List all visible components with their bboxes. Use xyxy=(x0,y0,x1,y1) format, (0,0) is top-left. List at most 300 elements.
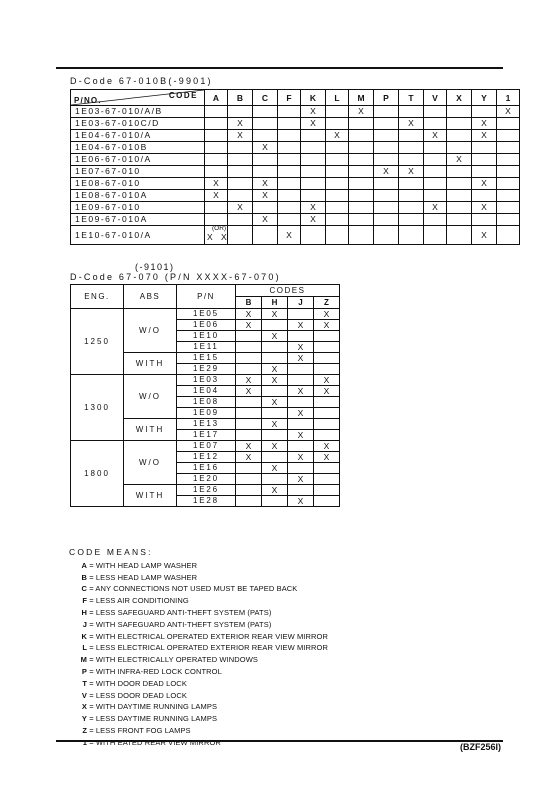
empty-cell xyxy=(278,106,301,118)
mark-cell: X xyxy=(399,166,424,178)
empty-cell xyxy=(278,118,301,130)
part-number: 1E16 xyxy=(177,463,236,474)
empty-cell xyxy=(424,166,447,178)
empty-cell xyxy=(288,419,314,430)
empty-cell xyxy=(205,166,228,178)
empty-cell xyxy=(205,142,228,154)
empty-cell xyxy=(301,154,326,166)
empty-cell xyxy=(472,106,497,118)
mark-cell: X xyxy=(228,130,253,142)
or-note: (OR) xyxy=(212,225,227,232)
mark-cell: X xyxy=(262,364,288,375)
empty-cell xyxy=(349,142,374,154)
mark-cell: X xyxy=(288,353,314,364)
mark-cell: X xyxy=(314,386,340,397)
empty-cell xyxy=(314,463,340,474)
empty-cell xyxy=(301,190,326,202)
empty-cell xyxy=(262,474,288,485)
empty-cell xyxy=(349,226,374,245)
table-row xyxy=(71,166,520,178)
mark-cell: X xyxy=(288,474,314,485)
part-number: 1E07 xyxy=(177,441,236,452)
empty-cell xyxy=(399,130,424,142)
empty-cell xyxy=(236,485,262,496)
empty-cell xyxy=(326,118,349,130)
mark-cell: X xyxy=(262,463,288,474)
part-number: 1E06-67-010/A xyxy=(71,154,205,166)
empty-cell xyxy=(447,130,472,142)
code-header-label: CODE xyxy=(168,91,198,100)
empty-cell xyxy=(497,154,520,166)
legend-title: CODE MEANS: xyxy=(69,547,153,557)
empty-cell xyxy=(326,106,349,118)
empty-cell xyxy=(424,154,447,166)
empty-cell xyxy=(424,106,447,118)
mark-cell: X xyxy=(472,226,497,245)
figure-reference: (BZF256I) xyxy=(459,742,501,752)
pn-header: P/N xyxy=(177,285,236,309)
empty-cell xyxy=(472,190,497,202)
mark-cell: X xyxy=(472,178,497,190)
abs-header: ABS xyxy=(124,285,177,309)
mark-cell: X xyxy=(236,320,262,331)
part-number: 1E10-67-010/A xyxy=(71,226,205,245)
empty-cell xyxy=(205,154,228,166)
part-number: 1E03-67-010C/D xyxy=(71,118,205,130)
part-number: 1E03-67-010/A/B xyxy=(71,106,205,118)
empty-cell xyxy=(278,154,301,166)
empty-cell xyxy=(399,202,424,214)
mark-cell: X xyxy=(301,214,326,226)
part-number: 1E11 xyxy=(177,342,236,353)
empty-cell xyxy=(326,214,349,226)
table2-title: D-Code 67-070 (P/N XXXX-67-070) xyxy=(70,272,281,282)
empty-cell xyxy=(253,202,278,214)
empty-cell xyxy=(447,118,472,130)
empty-cell xyxy=(314,430,340,441)
legend-item xyxy=(75,690,328,702)
legend-text: = WITH ELECTRICALLY OPERATED WINDOWS xyxy=(89,655,259,665)
legend-code: P xyxy=(81,666,87,676)
mark-cell: X xyxy=(301,202,326,214)
legend-item xyxy=(75,654,328,666)
mark-cell: X xyxy=(236,452,262,463)
empty-cell xyxy=(288,397,314,408)
empty-cell xyxy=(236,342,262,353)
part-number: 1E17 xyxy=(177,430,236,441)
code-column-header: J xyxy=(288,297,314,309)
abs-option: W/O xyxy=(124,309,177,353)
empty-cell xyxy=(278,142,301,154)
legend-code: H xyxy=(81,607,87,617)
empty-cell xyxy=(301,226,326,245)
mark-cell: X xyxy=(262,441,288,452)
table-row xyxy=(71,190,520,202)
empty-cell xyxy=(497,202,520,214)
mark-cell: X xyxy=(424,130,447,142)
mark-cell: X xyxy=(314,452,340,463)
empty-cell xyxy=(374,118,399,130)
mark-x: X xyxy=(221,232,227,242)
legend-item xyxy=(75,619,328,631)
empty-cell xyxy=(262,386,288,397)
legend-text: = WITH HEAD LAMP WASHER xyxy=(89,560,198,570)
engine-size: 1300 xyxy=(71,375,124,441)
empty-cell xyxy=(314,408,340,419)
legend-code: J xyxy=(82,619,87,629)
mark-cell: X xyxy=(278,226,301,245)
empty-cell xyxy=(205,130,228,142)
mark-cell: X xyxy=(253,214,278,226)
code-column-header: X xyxy=(447,90,472,106)
code-column-header: M xyxy=(349,90,374,106)
empty-cell xyxy=(472,142,497,154)
code-column-header: T xyxy=(399,90,424,106)
mark-cell: X xyxy=(262,485,288,496)
abs-option: W/O xyxy=(124,375,177,419)
empty-cell xyxy=(314,496,340,507)
mark-cell: X xyxy=(253,190,278,202)
table-row xyxy=(71,226,520,245)
empty-cell xyxy=(447,214,472,226)
empty-cell xyxy=(472,166,497,178)
empty-cell xyxy=(349,118,374,130)
mark-cell: X xyxy=(262,419,288,430)
mark-cell: X xyxy=(399,118,424,130)
or-note-cell xyxy=(205,226,228,245)
part-number: 1E05 xyxy=(177,309,236,320)
empty-cell xyxy=(497,118,520,130)
empty-cell xyxy=(228,166,253,178)
legend-item xyxy=(75,713,328,725)
legend-item xyxy=(75,583,328,595)
empty-cell xyxy=(253,106,278,118)
legend-code: Y xyxy=(81,714,87,724)
empty-cell xyxy=(424,226,447,245)
empty-cell xyxy=(374,202,399,214)
table1-code-matrix xyxy=(70,89,520,245)
part-number: 1E08-67-010A xyxy=(71,190,205,202)
empty-cell xyxy=(253,154,278,166)
empty-cell xyxy=(374,106,399,118)
mark-cell: X xyxy=(262,331,288,342)
empty-cell xyxy=(314,485,340,496)
empty-cell xyxy=(262,342,288,353)
mark-cell: X xyxy=(314,441,340,452)
mark-cell: X xyxy=(228,202,253,214)
legend-item xyxy=(75,595,328,607)
empty-cell xyxy=(253,130,278,142)
empty-cell xyxy=(314,419,340,430)
empty-cell xyxy=(288,364,314,375)
abs-option: WITH xyxy=(124,353,177,375)
mark-x: X xyxy=(207,232,213,242)
empty-cell xyxy=(314,364,340,375)
part-number: 1E04 xyxy=(177,386,236,397)
part-number: 1E09-67-010 xyxy=(71,202,205,214)
empty-cell xyxy=(288,441,314,452)
empty-cell xyxy=(447,190,472,202)
part-number: 1E09-67-010A xyxy=(71,214,205,226)
mark-cell: X xyxy=(236,441,262,452)
pn-header-label: P/NO. xyxy=(74,96,102,105)
empty-cell xyxy=(374,154,399,166)
part-number: 1E10 xyxy=(177,331,236,342)
empty-cell xyxy=(278,130,301,142)
code-column-header: V xyxy=(424,90,447,106)
mark-cell: X xyxy=(314,375,340,386)
codes-header: CODES xyxy=(236,285,340,297)
legend-code: X xyxy=(81,702,87,712)
legend-code: T xyxy=(82,678,87,688)
empty-cell xyxy=(399,226,424,245)
legend-code: L xyxy=(82,643,87,653)
code-column-header: B xyxy=(236,297,262,309)
mark-cell: X xyxy=(472,202,497,214)
empty-cell xyxy=(228,142,253,154)
part-number: 1E09 xyxy=(177,408,236,419)
legend-code: 1 xyxy=(82,737,87,747)
bottom-rule xyxy=(56,740,503,742)
mark-cell: X xyxy=(288,496,314,507)
part-number: 1E13 xyxy=(177,419,236,430)
empty-cell xyxy=(349,178,374,190)
empty-cell xyxy=(497,214,520,226)
eng-header: ENG. xyxy=(71,285,124,309)
empty-cell xyxy=(236,397,262,408)
empty-cell xyxy=(205,214,228,226)
empty-cell xyxy=(314,331,340,342)
legend-text: = LESS AIR CONDITIONING xyxy=(89,596,189,606)
part-number: 1E04-67-010B xyxy=(71,142,205,154)
empty-cell xyxy=(228,226,253,245)
empty-cell xyxy=(301,166,326,178)
code-column-header: Y xyxy=(472,90,497,106)
mark-cell: X xyxy=(288,452,314,463)
empty-cell xyxy=(424,190,447,202)
mark-cell: X xyxy=(301,106,326,118)
mark-cell: X xyxy=(253,178,278,190)
empty-cell xyxy=(349,190,374,202)
legend-text: = ANY CONNECTIONS NOT USED MUST BE TAPED BACK xyxy=(89,584,298,594)
part-number: 1E03 xyxy=(177,375,236,386)
mark-cell: X xyxy=(326,130,349,142)
empty-cell xyxy=(326,190,349,202)
mark-cell: X xyxy=(288,342,314,353)
empty-cell xyxy=(374,142,399,154)
empty-cell xyxy=(349,154,374,166)
empty-cell xyxy=(262,496,288,507)
mark-cell: X xyxy=(262,309,288,320)
empty-cell xyxy=(314,397,340,408)
empty-cell xyxy=(288,309,314,320)
legend-text: = WITH INFRA-RED LOCK CONTROL xyxy=(89,666,222,676)
empty-cell xyxy=(326,202,349,214)
empty-cell xyxy=(326,154,349,166)
mark-cell: X xyxy=(205,190,228,202)
empty-cell xyxy=(253,118,278,130)
empty-cell xyxy=(497,130,520,142)
empty-cell xyxy=(288,463,314,474)
empty-cell xyxy=(314,474,340,485)
mark-cell: X xyxy=(288,320,314,331)
empty-cell xyxy=(236,496,262,507)
legend-text: = WITH EATED REAR VIEW MIRROR xyxy=(89,737,221,747)
empty-cell xyxy=(447,166,472,178)
legend-text: = WITH DAYTIME RUNNING LAMPS xyxy=(89,702,218,712)
legend-code: F xyxy=(82,596,87,606)
legend-item xyxy=(75,725,328,737)
part-number: 1E06 xyxy=(177,320,236,331)
table2-title-above: (-9101) xyxy=(135,262,175,272)
engine-size: 1800 xyxy=(71,441,124,507)
empty-cell xyxy=(262,353,288,364)
legend-item xyxy=(75,631,328,643)
empty-cell xyxy=(278,166,301,178)
legend-text: = WITH ELECTRICAL OPERATED EXTERIOR REAR VIEW MIRROR xyxy=(89,631,328,641)
legend-code: B xyxy=(81,572,87,582)
empty-cell xyxy=(228,106,253,118)
mark-cell: X xyxy=(497,106,520,118)
empty-cell xyxy=(447,106,472,118)
code-column-header: B xyxy=(228,90,253,106)
empty-cell xyxy=(205,118,228,130)
mark-cell: X xyxy=(301,118,326,130)
table-row xyxy=(71,375,340,386)
empty-cell xyxy=(236,430,262,441)
empty-cell xyxy=(326,178,349,190)
part-number: 1E28 xyxy=(177,496,236,507)
empty-cell xyxy=(301,130,326,142)
empty-cell xyxy=(288,375,314,386)
empty-cell xyxy=(278,178,301,190)
legend-code: C xyxy=(81,584,87,594)
table-row xyxy=(71,309,340,320)
code-column-header: P xyxy=(374,90,399,106)
mark-cell: X xyxy=(228,118,253,130)
empty-cell xyxy=(399,190,424,202)
mark-cell: X xyxy=(472,118,497,130)
table-row xyxy=(71,214,520,226)
legend-text: = LESS ELECTRICAL OPERATED EXTERIOR REAR VIEW MIRROR xyxy=(89,643,328,653)
empty-cell xyxy=(424,118,447,130)
table-row xyxy=(71,178,520,190)
empty-cell xyxy=(374,130,399,142)
empty-cell xyxy=(262,408,288,419)
empty-cell xyxy=(472,154,497,166)
empty-cell xyxy=(326,166,349,178)
empty-cell xyxy=(253,226,278,245)
abs-option: W/O xyxy=(124,441,177,485)
part-number: 1E08 xyxy=(177,397,236,408)
empty-cell xyxy=(236,408,262,419)
mark-cell: X xyxy=(288,430,314,441)
legend-text: = WITH DOOR DEAD LOCK xyxy=(89,678,187,688)
empty-cell xyxy=(326,142,349,154)
table-row xyxy=(71,130,520,142)
legend-code: K xyxy=(81,631,87,641)
table2-code-matrix xyxy=(70,284,340,507)
mark-cell: X xyxy=(374,166,399,178)
legend-item xyxy=(75,701,328,713)
empty-cell xyxy=(288,485,314,496)
part-number: 1E26 xyxy=(177,485,236,496)
legend-text: = LESS FRONT FOG LAMPS xyxy=(89,725,191,735)
empty-cell xyxy=(236,353,262,364)
empty-cell xyxy=(399,142,424,154)
empty-cell xyxy=(424,142,447,154)
empty-cell xyxy=(374,214,399,226)
empty-cell xyxy=(497,178,520,190)
abs-option: WITH xyxy=(124,419,177,441)
empty-cell xyxy=(349,214,374,226)
mark-cell: X xyxy=(288,408,314,419)
empty-cell xyxy=(349,166,374,178)
empty-cell xyxy=(374,178,399,190)
mark-cell: X xyxy=(262,397,288,408)
empty-cell xyxy=(278,202,301,214)
abs-option: WITH xyxy=(124,485,177,507)
legend-text: = LESS HEAD LAMP WASHER xyxy=(89,572,198,582)
empty-cell xyxy=(399,106,424,118)
legend-code: M xyxy=(80,655,87,665)
empty-cell xyxy=(447,178,472,190)
legend-code: V xyxy=(81,690,87,700)
empty-cell xyxy=(228,178,253,190)
table-row xyxy=(71,106,520,118)
empty-cell xyxy=(497,142,520,154)
empty-cell xyxy=(228,190,253,202)
empty-cell xyxy=(399,178,424,190)
table1-title: D-Code 67-010B(-9901) xyxy=(70,76,213,86)
part-number: 1E08-67-010 xyxy=(71,178,205,190)
engine-size: 1250 xyxy=(71,309,124,375)
empty-cell xyxy=(288,331,314,342)
mark-cell: X xyxy=(236,309,262,320)
mark-cell: X xyxy=(314,309,340,320)
empty-cell xyxy=(236,364,262,375)
empty-cell xyxy=(326,226,349,245)
code-column-header: 1 xyxy=(497,90,520,106)
empty-cell xyxy=(262,430,288,441)
empty-cell xyxy=(301,178,326,190)
legend-item xyxy=(75,678,328,690)
empty-cell xyxy=(374,226,399,245)
mark-cell: X xyxy=(253,142,278,154)
empty-cell xyxy=(314,353,340,364)
empty-cell xyxy=(497,166,520,178)
mark-cell: X xyxy=(447,154,472,166)
empty-cell xyxy=(262,452,288,463)
empty-cell xyxy=(301,142,326,154)
legend-code: A xyxy=(81,560,87,570)
mark-cell: X xyxy=(236,375,262,386)
mark-cell: X xyxy=(262,375,288,386)
mark-cell: X xyxy=(205,178,228,190)
top-rule xyxy=(56,67,503,69)
mark-cell: X xyxy=(314,320,340,331)
empty-cell xyxy=(314,342,340,353)
mark-cell: X xyxy=(349,106,374,118)
legend-text: = LESS SAFEGUARD ANTI-THEFT SYSTEM (PATS) xyxy=(89,607,272,617)
legend-item xyxy=(75,642,328,654)
legend-text: = LESS DOOR DEAD LOCK xyxy=(89,690,187,700)
empty-cell xyxy=(399,214,424,226)
table-row xyxy=(71,118,520,130)
mark-cell: X xyxy=(288,386,314,397)
code-column-header: A xyxy=(205,90,228,106)
legend-text: = LESS DAYTIME RUNNING LAMPS xyxy=(89,714,218,724)
